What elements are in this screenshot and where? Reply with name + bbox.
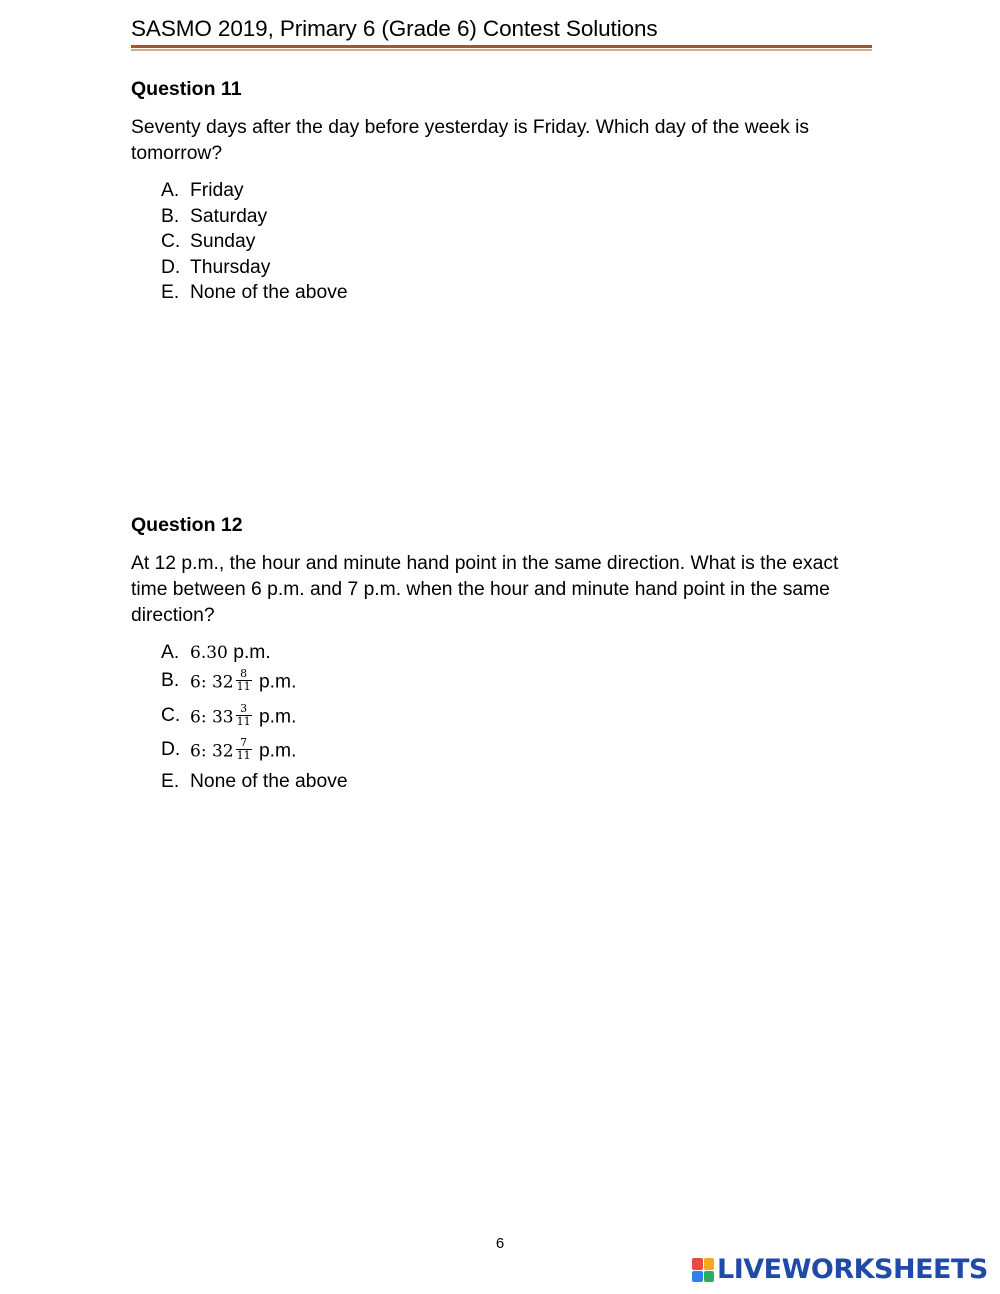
question-11-text: Seventy days after the day before yesterday is Friday. Which day of the week is tomorrow?	[131, 117, 810, 164]
fraction-numerator: 8	[236, 668, 252, 681]
option-letter: B.	[161, 670, 180, 691]
fraction-denominator: 11	[236, 749, 251, 762]
fraction-numerator: 3	[236, 703, 252, 716]
option-text: None of the above	[190, 282, 348, 303]
option-letter: A.	[161, 180, 180, 201]
fraction-denominator: 11	[236, 680, 251, 693]
option-text: None of the above	[190, 771, 348, 792]
option-text: Saturday	[190, 205, 268, 227]
option-whole: 6: 33	[190, 707, 234, 728]
option-suffix: p.m.	[258, 706, 297, 728]
option-suffix: p.m.	[258, 740, 297, 762]
page-number: 6	[495, 1235, 505, 1252]
fraction	[236, 668, 252, 693]
option-letter: D.	[161, 739, 181, 760]
option-letter: A.	[161, 642, 180, 663]
liveworksheets-brand[interactable]	[692, 1254, 988, 1286]
fraction	[236, 703, 252, 728]
question-11-heading: Question 11	[131, 78, 242, 100]
option-letter: B.	[161, 205, 180, 227]
option-letter: E.	[161, 282, 180, 303]
question-12-heading: Question 12	[131, 514, 243, 536]
option-letter: C.	[161, 231, 181, 252]
option-whole: 6: 32	[190, 672, 234, 693]
option-letter: E.	[161, 771, 180, 792]
fraction-denominator: 11	[236, 714, 251, 728]
liveworksheets-logo-icon	[692, 1258, 714, 1282]
option-letter: C.	[161, 704, 181, 726]
fraction-numerator: 7	[236, 737, 252, 750]
option-text: Thursday	[190, 256, 271, 278]
header-title: SASMO 2019, Primary 6 (Grade 6) Contest Solutions	[131, 16, 658, 41]
option-suffix: p.m.	[258, 671, 297, 693]
option-whole: 6: 32	[190, 741, 234, 762]
header-divider	[131, 45, 872, 51]
option-math: 6.30	[190, 643, 228, 663]
option-text: Sunday	[190, 231, 256, 252]
option-suffix: p.m.	[233, 642, 271, 663]
fraction	[236, 737, 252, 762]
question-12-text: At 12 p.m., the hour and minute hand point in the same direction. What is the exact time between 6 p.m. and 7 p.m. when the hour and minute hand point in the same direction?	[131, 553, 839, 626]
option-letter: D.	[161, 256, 181, 278]
brand-name: LIVEWORKSHEETS	[717, 1254, 988, 1285]
option-text: Friday	[190, 180, 244, 201]
